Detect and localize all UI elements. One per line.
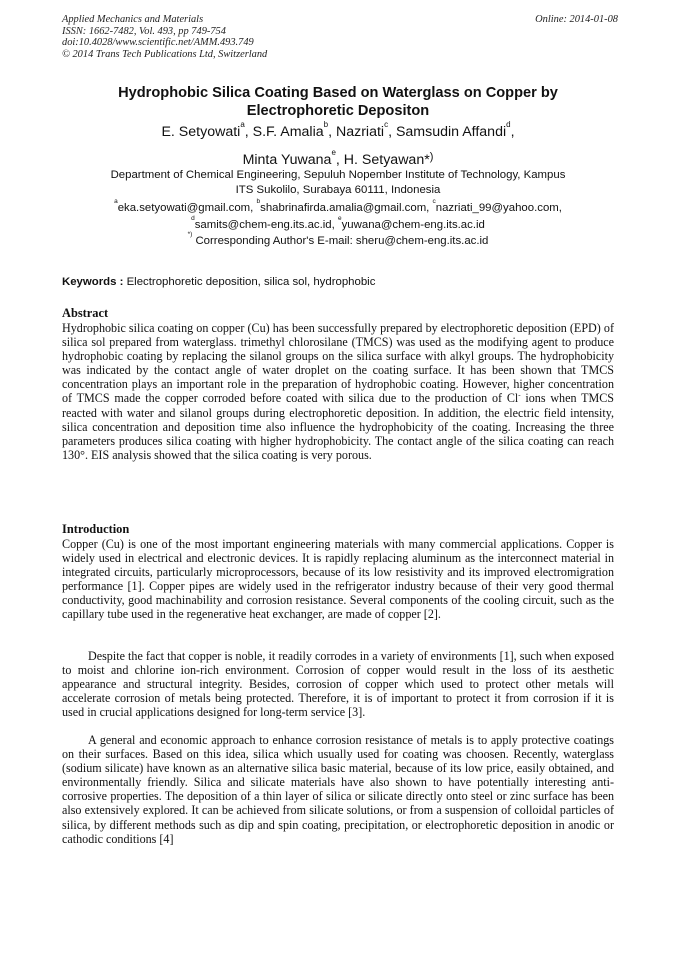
- affiliation-line-1: Department of Chemical Engineering, Sepuluh Nopember Institute of Technology, Kampus: [110, 169, 566, 181]
- intro-paragraph-2: Despite the fact that copper is noble, it readily corrodes in a variety of environments [1], such when exposed to moist and chlorine ion-rich environment. Corrosion of copper would result in the loss of its aesthetic appearance and structural integrity. Besides, corrosion of copper which used to protect other metals will accelerate corrosion of metals being protected. Therefore, it is of important to protect it from corrosion if it is used in crucial applications designed for long-term service [3].: [62, 649, 614, 720]
- journal-name: Applied Mechanics and Materials: [62, 14, 204, 25]
- author-mark: a: [240, 120, 245, 129]
- email-mark: b: [256, 198, 261, 205]
- corresponding-mark: *): [187, 231, 193, 238]
- affiliation: [62, 168, 614, 198]
- email-address: nazriati_99@yahoo.com,: [435, 202, 562, 214]
- paper-title: [62, 84, 614, 120]
- email-line-2: [62, 214, 614, 234]
- abstract-heading: Abstract: [62, 306, 109, 320]
- author-line-2: Minta Yuwana$^e$, H. Setyawan*): [242, 148, 434, 168]
- journal-header: [62, 14, 618, 60]
- journal-issn: ISSN: 1662-7482, Vol. 493, pp 749-754: [62, 25, 226, 37]
- author-mark: e: [331, 148, 336, 157]
- email-address: samits@chem-eng.its.ac.id,: [194, 218, 335, 231]
- online-date: Online: 2014-01-08: [535, 14, 618, 25]
- author-emails: [62, 200, 614, 250]
- journal-doi: doi:10.4028/www.scientific.net/AMM.493.749: [62, 37, 254, 49]
- email-mark: d: [191, 214, 195, 222]
- title-line-2: Electrophoretic Depositon: [246, 103, 430, 119]
- introduction-heading: Introduction: [62, 522, 130, 536]
- author-mark: b: [323, 120, 329, 129]
- email-address: eka.setyowati@gmail.com,: [117, 202, 254, 214]
- email-mark: c: [432, 198, 436, 205]
- corresponding-email-text: Corresponding Author's E-mail: sheru@chem-eng.its.ac.id: [195, 235, 489, 247]
- affiliation-line-2: ITS Sukolilo, Surabaya 60111, Indonesia: [235, 184, 441, 196]
- corresponding-mark: ): [429, 151, 434, 163]
- author-name: Minta Yuwana: [242, 152, 332, 168]
- email-mark: a: [114, 198, 118, 205]
- author-name: S.F. Amalia: [252, 124, 324, 140]
- email-address: shabrinafirda.amalia@gmail.com,: [260, 202, 430, 214]
- author-name: Nazriati: [335, 124, 385, 140]
- journal-copyright: © 2014 Trans Tech Publications Ltd, Switzerland: [62, 48, 268, 60]
- abstract-text-part-2: ions when TMCS reacted with water and silanol groups during electrophoretic deposition. In addition, the electric field intensity, silica concentration and deposition time also influence the hydrophobicity of the coating. Increasing the three parameters produces silica coating with higher hydrophobicity. The contact angle of the silica coating can reach 130°. EIS analysis showed that the silica coating is very porous.: [62, 391, 615, 462]
- author-line-1: E. Setyowati$^a$, S.F. Amalia$^b$, Nazriati$^c$, Samsudin Affandi$^d$,: [161, 120, 515, 140]
- abstract-text-part-1: Hydrophobic silica coating on copper (Cu) has been successfully prepared by electrophoretic deposition (EPD) of silica sol prepared from waterglass. trimethyl chlorosilane (TMCS) was used as the modifying agent to produce hydrophobic coating by replacing the silanol groups on the silica surface with alkyl groups. The hydrophobicity was indicated by the contact angle of water droplet on the coating surface. It has been shown that TMCS concentration plays an important role in the preparation of hydrophobic coating. However, higher concentration of TMCS made the copper corroded before coated with silica due to the production of Cl: [62, 321, 614, 406]
- intro-paragraph-1: Copper (Cu) is one of the most important engineering materials with many commercial applications. Copper is widely used in electrical and electronic devices. It is rapidly replacing aluminum as the interconnect material in integrated circuits, particularly microprocessors, because of its low resistivity and its improved electromigration performance [1]. Copper pipes are widely used in the refrigerator industry because of their very good thermal conductivity, good machinability and corrosion resistance. Several components of the cooling circuit, such as the capillary tube used in the regenerative heat exchanger, are made of copper [2].: [62, 537, 614, 622]
- keywords: [62, 276, 614, 288]
- title-line-1: Hydrophobic Silica Coating Based on Waterglass on Copper by: [118, 85, 558, 101]
- author-name: H. Setyawan*: [343, 152, 430, 168]
- intro-paragraph-3: A general and economic approach to enhance corrosion resistance of metals is to apply protective coatings on their surfaces. Based on this idea, silica which usually used for coating was choosen. Recently, waterglass (sodium silicate) have known as an alternative silica basic material, because of its low price, easily obtained, and environmentally friendly. Silica and silicate materials have also shown to have potentially interesting anti-corrosive properties. The deposition of a thin layer of silica or silicate directly onto steel or zinc surface has been also extensively explored. It can be achieved from silicate solutions, or from a suspension of colloidal particles of silica, by different methods such as dip and spin coating, precipitation, or electrophoretic deposition in anodic or cathodic conditions [4]: [62, 733, 614, 846]
- author-name: E. Setyowati: [161, 124, 241, 140]
- keywords-label: Keywords :: [62, 276, 124, 288]
- email-mark: e: [337, 214, 342, 222]
- author-list: [62, 120, 614, 173]
- chloride-superscript: -: [518, 391, 521, 400]
- corresponding-email: [62, 233, 614, 250]
- keywords-text: Electrophoretic deposition, silica sol, hydrophobic: [126, 276, 376, 288]
- author-mark: c: [384, 120, 389, 129]
- email-address: yuwana@chem-eng.its.ac.id: [341, 218, 485, 231]
- abstract-text: [62, 321, 614, 462]
- author-name: Samsudin Affandi: [395, 124, 507, 140]
- author-mark: d: [506, 120, 511, 129]
